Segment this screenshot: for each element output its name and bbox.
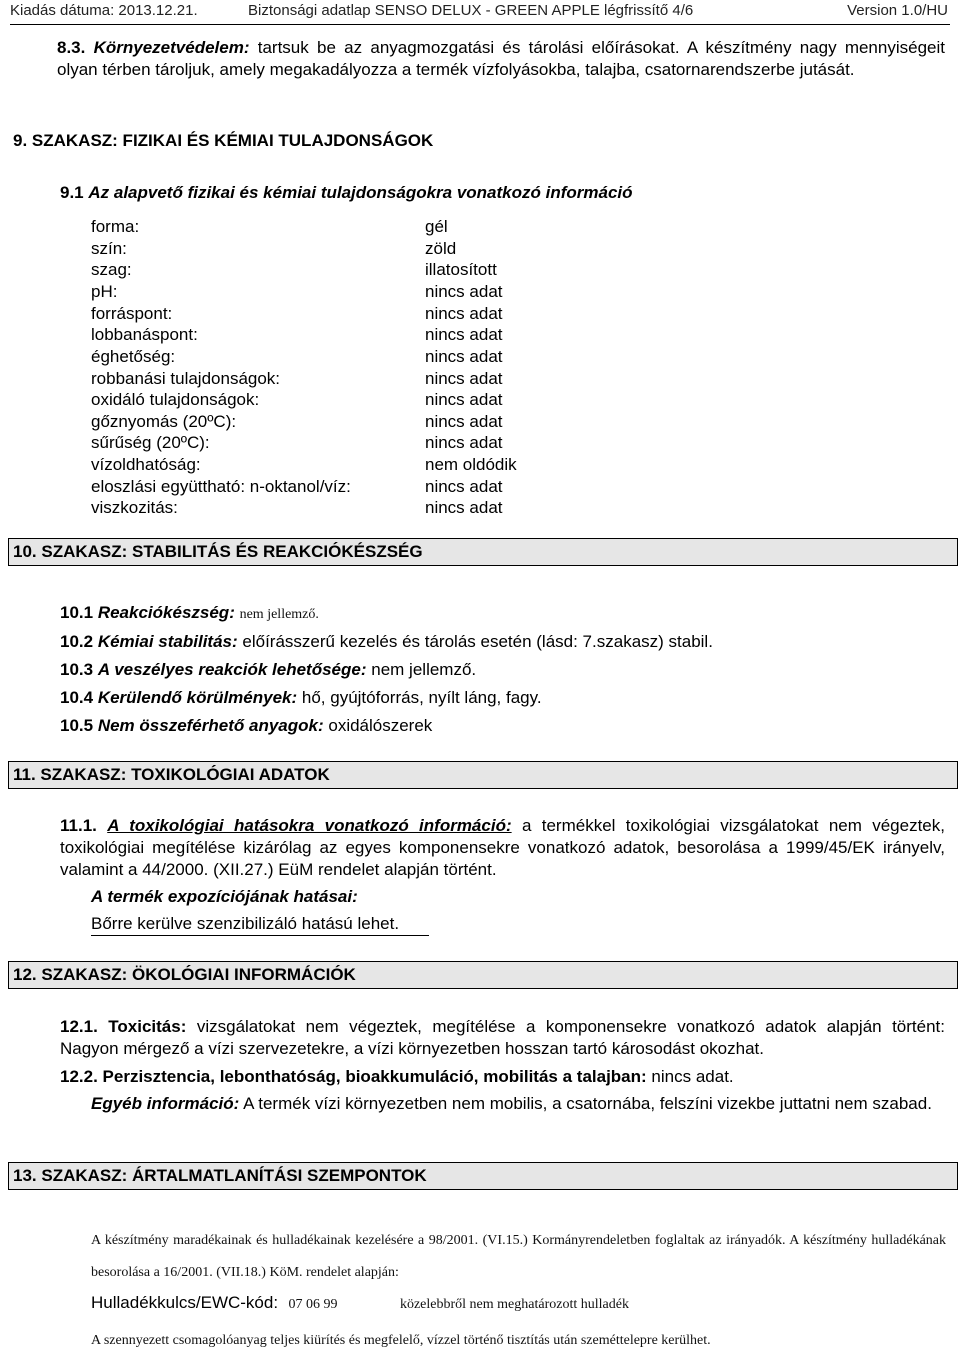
section-8-3-label: Környezetvédelem: [93, 38, 250, 57]
section-12-1-paragraph [60, 1016, 945, 1060]
property-value: illatosított [425, 260, 497, 279]
item-text: nem jellemző. [239, 607, 319, 622]
section-9-1-text: Az alapvető fizikai és kémiai tulajdonságokra vonatkozó információ [88, 183, 633, 202]
item-label: Kémiai stabilitás: [97, 632, 238, 651]
item-number: 10.1 [60, 603, 94, 622]
item-number: 10.4 [60, 688, 94, 707]
property-label: forráspont: [91, 304, 173, 323]
section-9-heading: 9. SZAKASZ: FIZIKAI ÉS KÉMIAI TULAJDONSÁGOK [13, 131, 434, 150]
property-label: viszkozitás: [91, 498, 178, 517]
section-10-2 [60, 631, 713, 653]
property-value: nincs adat [425, 390, 503, 409]
property-label: szag: [91, 260, 132, 279]
section-8-3-paragraph [57, 37, 945, 81]
section-11-1-number: 11.1. [60, 816, 97, 835]
section-8-3-number: 8.3. [57, 38, 86, 57]
issue-date: Kiadás dátuma: 2013.12.21. [10, 2, 198, 19]
section-11-1-label: A toxikológiai hatásokra vonatkozó információ: [107, 816, 512, 835]
item-number: 10.2 [60, 632, 94, 651]
disposal-paragraph: A készítmény maradékainak és hulladékainak kezelésére a 98/2001. (VI.15.) Kormányrendeletben foglaltak az irányadók. A készítmény hulladékának besorolása a 16/2001. (VII.18.) KöM. rendelet alapján: [91, 1233, 946, 1280]
ewc-line [91, 1293, 629, 1313]
section-12-2-paragraph [60, 1066, 734, 1088]
section-12-2-label: Perzisztencia, lebonthatóság, bioakkumuláció, mobilitás a talajban: [102, 1067, 647, 1086]
other-info-text: A termék vízi környezetben nem mobilis, a csatornába, felszíni vizekbe juttatni nem szabad. [243, 1094, 932, 1113]
item-text: oxidálószerek [328, 716, 433, 735]
section-10-3 [60, 659, 476, 681]
property-value: nincs adat [425, 369, 503, 388]
ewc-label: Hulladékkulcs/EWC-kód: [91, 1293, 279, 1312]
section-10-4 [60, 687, 542, 709]
section-10-5 [60, 715, 432, 737]
item-label: Reakciókészség: [97, 603, 235, 622]
section-12-2-number: 12.2. [60, 1067, 98, 1086]
property-value: nincs adat [425, 325, 503, 344]
section-9-1-title [60, 183, 633, 203]
section-9-1-number: 9.1 [60, 183, 84, 202]
property-value: nincs adat [425, 477, 503, 496]
exposure-title: A termék expozíciójának hatásai: [91, 887, 358, 906]
document-title: Biztonsági adatlap SENSO DELUX - GREEN APPLE légfrissítő 4/6 [248, 2, 694, 19]
ewc-description: közelebbről nem meghatározott hulladék [399, 1297, 629, 1312]
packaging-paragraph: A szennyezett csomagolóanyag teljes kiürítés és megfelelő, vízzel történő tisztítás után szeméttelepre kerülhet. [91, 1333, 711, 1348]
item-label: Nem összeférhető anyagok: [97, 716, 324, 735]
section-12-1-number: 12.1. [60, 1017, 98, 1036]
property-label: éghetőség: [91, 347, 176, 366]
item-text: hő, gyújtóforrás, nyílt láng, fagy. [301, 688, 542, 707]
property-value: nincs adat [425, 282, 503, 301]
section-12-1-text: vizsgálatokat nem végeztek, megítélése a komponensekre vonatkozó adatok alapján történt: Nagyon mérgező a vízi szervezetekre, a vízi környezetben hosszan tartó károsodást okozhat. [60, 1017, 945, 1058]
header-divider [10, 24, 950, 25]
item-number: 10.5 [60, 716, 94, 735]
property-value: nincs adat [425, 412, 503, 431]
property-value: nincs adat [425, 304, 503, 323]
property-value: gél [425, 217, 448, 236]
property-label: szín: [91, 239, 127, 258]
section-11-heading: 11. SZAKASZ: TOXIKOLÓGIAI ADATOK [8, 761, 958, 789]
property-label: sűrűség (20ºC): [91, 433, 210, 452]
property-value: nincs adat [425, 347, 503, 366]
property-value: nem oldódik [425, 455, 517, 474]
document-header [0, 0, 960, 24]
property-label: robbanási tulajdonságok: [91, 369, 281, 388]
property-label: vízoldhatóság: [91, 455, 201, 474]
document-version: Version 1.0/HU [847, 2, 948, 19]
section-12-heading: 12. SZAKASZ: ÖKOLÓGIAI INFORMÁCIÓK [8, 961, 958, 989]
section-11-1-text: a termékkel toxikológiai vizsgálatokat nem végeztek, toxikológiai megítélése kizárólag az egyes komponensekre vonatkozó adatok, besorolása a 1999/45/EK irányelv, valamint a 44/2000. (XII.27.) EüM rendelet alapján történt. [60, 816, 945, 879]
property-label: pH: [91, 282, 118, 301]
section-8-3-text: tartsuk be az anyagmozgatási és tárolási előírásokat. A készítmény nagy mennyiségeit olyan térben tároljuk, amely megakadályozza a termék vízfolyásokba, talajba, csatornarendszerbe jutását. [57, 38, 945, 79]
property-label: oxidáló tulajdonságok: [91, 390, 260, 409]
property-label: forma: [91, 217, 140, 236]
item-text: előírásszerű kezelés és tárolás esetén (lásd: 7.szakasz) stabil. [242, 632, 713, 651]
exposure-underline [91, 935, 429, 936]
property-label: lobbanáspont: [91, 325, 198, 344]
other-info-paragraph [91, 1093, 946, 1115]
item-label: A veszélyes reakciók lehetősége: [97, 660, 367, 679]
property-value: nincs adat [425, 433, 503, 452]
other-info-label: Egyéb információ: [91, 1094, 240, 1113]
item-label: Kerülendő körülmények: [97, 688, 298, 707]
ewc-code: 07 06 99 [288, 1297, 338, 1312]
item-text: nem jellemző. [371, 660, 477, 679]
section-12-1-label: Toxicitás: [108, 1017, 187, 1036]
section-10-heading: 10. SZAKASZ: STABILITÁS ÉS REAKCIÓKÉSZSÉG [8, 538, 958, 566]
property-value: nincs adat [425, 498, 503, 517]
property-label: eloszlási együttható: n-oktanol/víz: [91, 477, 351, 496]
exposure-text: Bőrre kerülve szenzibilizáló hatású lehet. [91, 914, 400, 933]
property-label: gőznyomás (20ºC): [91, 412, 237, 431]
section-12-2-text: nincs adat. [651, 1067, 734, 1086]
section-13-heading: 13. SZAKASZ: ÁRTALMATLANÍTÁSI SZEMPONTOK [8, 1162, 958, 1190]
property-value: zöld [425, 239, 457, 258]
item-number: 10.3 [60, 660, 94, 679]
section-10-1 [60, 602, 319, 626]
section-11-1-paragraph [60, 815, 945, 881]
